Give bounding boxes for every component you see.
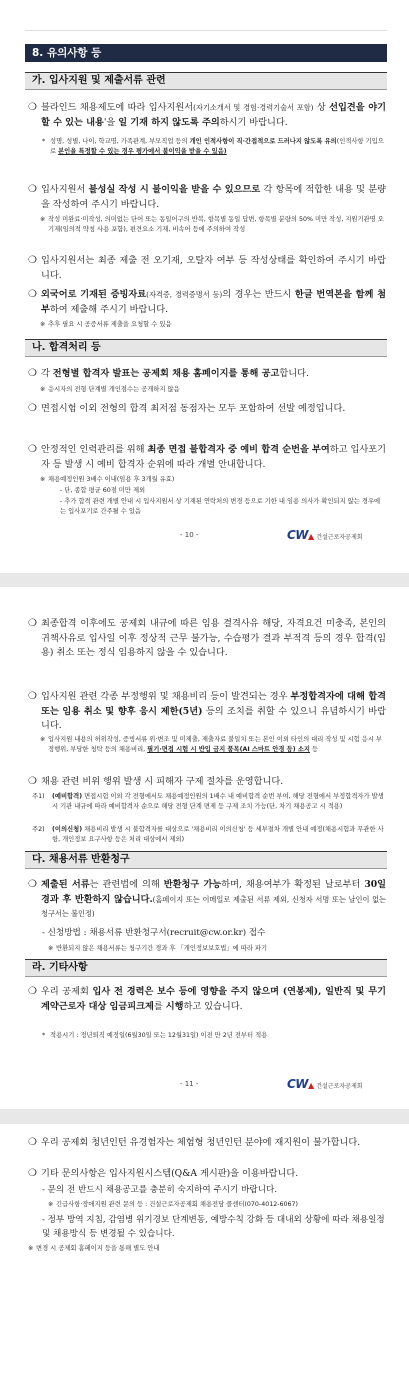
asterisk-icon: * — [42, 138, 46, 145]
note-doc-destroy: ※ 반환되지 않은 채용서류는 청구기간 경과 후 「개인정보보호법」에 따라 파기 — [48, 945, 268, 952]
bullet-reserve-pass: ❍ 안정적인 인력관리를 위해 최종 면접 불합격자 중 예비 합격 순번을 부여하고 입사포기자 등 발생 시 예비 합격자 순위에 따라 개별 안내합니다. — [28, 444, 386, 470]
inquiry-read-notice: - 문의 전 반드시 채용공고를 충분히 숙지하여 주시기 바랍니다. — [42, 1185, 278, 1195]
note-scores-private: ※ 응시자의 전형 단계별 개인점수는 공개하지 않음 — [40, 386, 180, 393]
page-number: - 10 - — [180, 531, 199, 539]
return-method: - 신청방법 : 채용서류 반환청구서(recruit@cw.or.kr) 접수 — [42, 928, 266, 938]
page-10 — [0, 0, 409, 573]
circle-bullet-icon: ❍ — [28, 368, 37, 379]
note-personal-info: * 성명, 성별, 나이, 학교명, 가족관계, 부모직업 등의 개인 인적사항이 직·간접적으로 드러나지 않도록 유의(인적사항 기입으로 본인을 특정할 수 있는 경우 평가에서 불이익을 받을 수 있음) — [42, 138, 384, 155]
note-reserve-contact: - 추가 합격 관련 개별 안내 시 입사지원서 상 기재된 연락처의 변경 등으로 기한 내 임용 의사가 확인되지 않는 경우에는 입사포기로 간주될 수 있음 — [60, 498, 381, 515]
bullet-final-check: ❍ 입사지원서는 최종 제출 전 오기재, 오탈자 여부 등 작성상태를 확인하여 주시기 바랍니다. — [28, 255, 386, 281]
reference-mark-icon: ※ — [40, 321, 46, 328]
note-change-announce: ※ 변경 시 공제회 홈페이지 등을 통해 별도 안내 — [28, 1245, 160, 1252]
circle-bullet-icon: ❍ — [28, 1168, 37, 1179]
circle-bullet-icon: ❍ — [28, 776, 37, 787]
reference-mark-icon: ※ — [40, 386, 46, 393]
bullet-misconduct: ❍ 입사지원 관련 각종 부정행위 및 채용비리 등이 발견되는 경우 부정합격자에 대해 합격 또는 임용 취소 및 향후 응시 제한(5년) 등의 조치를 취할 수 있으니 유념하시기 바랍니다. — [28, 691, 386, 731]
circle-bullet-icon: ❍ — [28, 1137, 37, 1148]
circle-bullet-icon: ❍ — [28, 255, 37, 266]
circle-bullet-icon: ❍ — [28, 184, 37, 195]
subsection-title-na: 나. 합격처리 등 — [25, 339, 387, 357]
reference-mark-icon: ※ — [48, 945, 54, 952]
circle-bullet-icon: ❍ — [28, 879, 37, 890]
note-objection: 주2) (이의신청) 채용비리 발생 시 불합격자를 대상으로 '채용비리 이의신청' 등 세부절차 개별 안내 예정(채용시험과 무관한 사항, 개인정보 요구사항 등은 처리 대상에서 제외) — [32, 826, 384, 843]
reference-mark-icon: ※ — [28, 1245, 34, 1252]
page-number: - 11 - — [180, 1080, 199, 1088]
subsection-title-da: 다. 채용서류 반환청구 — [25, 851, 387, 869]
bullet-foreign-docs: ❍ 외국어로 기재된 증빙자료(자격증, 경력증명서 등)의 경우는 반드시 한글 번역본을 함께 첨부하여 제출해 주시기 바랍니다. — [28, 289, 387, 315]
top-rule — [25, 30, 387, 31]
page-12 — [0, 1124, 409, 1391]
cw-logo-icon: CW — [287, 1077, 309, 1091]
bullet-doc-return: ❍ 제출된 서류는 관련법에 의해 반환청구 가능하며, 채용여부가 확정된 날로부터 30일 경과 후 반환하지 않습니다.(홈페이지 또는 이메일로 제출된 서류 제외, 신청자 서명 또는 날인이 없는 청구서는 불인정) — [28, 879, 387, 918]
bullet-blind-hiring: ❍ 블라인드 채용제도에 따라 입사지원서(자기소개서 및 경험·경력기술서 포함) 상 선입견을 야기할 수 있는 내용'을 일 기재 하지 않도록 주의하시기 바랍니다. — [28, 102, 386, 128]
subsection-title-ra: 라. 기타사항 — [25, 959, 387, 977]
circle-bullet-icon: ❍ — [28, 618, 37, 629]
reference-mark-icon: ※ — [40, 476, 46, 483]
note-writing-caution: ※ 작성 미완료·미작성, 의미없는 단어 또는 동일어구의 반복, 항목별 동일 답변, 항목별 분량의 50% 미만 작성, 지원기관명 오기재(임의적 약칭 사용 포함), 편견요소 기재, 비속어 등에 주의하여 작성 — [40, 216, 384, 233]
bullet-intern-reapply: ❍ 우리 공제회 청년인턴 유경험자는 체험형 청년인턴 분야에 재지원이 불가합니다. — [28, 1136, 386, 1151]
circle-bullet-icon: ❍ — [28, 289, 37, 300]
note-reserve-min-score: - 단, 종합 평균 60점 미만 제외 — [60, 487, 146, 494]
circle-bullet-icon: ❍ — [28, 403, 37, 414]
note-notarized: ※ 추후 필요 시 공증서류 제출을 요청할 수 있음 — [40, 321, 172, 328]
circle-bullet-icon: ❍ — [28, 102, 37, 113]
schedule-change-notice: - 정부 방역 지침, 감염병 위기경보 단계변동, 예방수칙 강화 등 대내외 상황에 따라 채용일정 및 채용방식 등 변경될 수 있습니다. — [42, 1215, 385, 1239]
circle-bullet-icon: ❍ — [28, 691, 37, 702]
note-call-center: ※ 긴급사항·장애지원 관련 문의 등 : 건설근로자공제회 채용전담 콜센터(070-4012-6067) — [48, 1201, 298, 1208]
bullet-wage-peak: ❍ 우리 공제회 입사 전 경력은 보수 등에 영향을 주지 않으며 (연봉제), 일반직 및 무기계약근로자 대상 임금피크제를 시행하고 있습니다. — [28, 986, 386, 1012]
cw-logo-icon: CW — [287, 528, 309, 542]
bullet-announcement: ❍ 각 전형별 합격자 발표는 공제회 채용 홈페이지를 통해 공고합니다. — [28, 367, 386, 382]
bullet-inquiry: ❍ 기타 문의사항은 입사지원시스템(Q&A 게시판)을 이용바랍니다. — [28, 1167, 386, 1182]
reference-mark-icon: ※ — [40, 736, 46, 743]
reference-mark-icon: ※ — [40, 216, 46, 223]
footer-logo: CW▲ 건설근로자공제회 — [287, 1077, 363, 1091]
reference-mark-icon: ※ — [48, 1201, 54, 1208]
note-reserve-relief: 주1) (예비합격) 면접시험 이외 각 전형에서도 채용예정인원의 1배수 내 예비합격 순번 부여, 해당 전형에서 부정합격자가 발생 시 기관 내규에 따라 예비합격자 순으로 해당 전형 단계 면제 등 구제 조치 가능(단, 차기 채용공고 시 적용) — [32, 793, 384, 810]
bullet-tie-score: ❍ 면접시험 이외 전형의 합격 최저점 동점자는 모두 포함하여 선발 예정입니다. — [28, 402, 386, 417]
circle-bullet-icon: ❍ — [28, 986, 37, 997]
subsection-title-ga: 가. 입사지원 및 제출서류 관련 — [25, 72, 387, 90]
footer-logo: CW▲ 건설근로자공제회 — [287, 528, 363, 542]
bullet-sincere-writing: ❍ 입사지원서 불성실 작성 시 불이익을 받을 수 있으므로 각 항목에 적합한 내용 및 분량을 작성하여 주시기 바랍니다. — [28, 184, 386, 210]
note-reserve-limit: ※ 채용예정인원 3배수 이내(임용 후 3개월 유효) — [40, 476, 175, 483]
section-title: 8. 유의사항 등 — [25, 44, 387, 62]
page-11 — [0, 587, 409, 1109]
circle-bullet-icon: ❍ — [28, 444, 37, 455]
asterisk-icon: * — [42, 1032, 46, 1039]
bullet-victim-relief: ❍ 채용 관련 비위 행위 발생 시 피해자 구제 절차를 운영합니다. — [28, 775, 386, 790]
note-wage-peak-period: * 적용시기 : 정년퇴직 예정일(6월30일 또는 12월31일) 이전 만 2년 전부터 적용 — [42, 1032, 268, 1039]
bullet-final-cancel: ❍ 최종합격 이후에도 공제회 내규에 따른 임용 결격사유 해당, 자격요건 미충족, 본인의 귀책사유로 입사일 이후 정상적 근무 불가능, 수습평가 결과 부적격 등의 경우 합격(임용) 취소 또는 정식 임용하지 않을 수 있습니다. — [28, 618, 386, 658]
note-misconduct-list: ※ 입사지원 내용의 허위작성, 증빙서류 위·변조 및 미제출, 제출자료 불일치 또는 본인 이외 타인의 대리 작성 및 시험 응시 부정행위, 부당한 청탁 등의 채용비리, 필기·면접 시험 시 반입 금지 품목(AI 스마트 안경 등) 소지 등 — [40, 736, 383, 753]
